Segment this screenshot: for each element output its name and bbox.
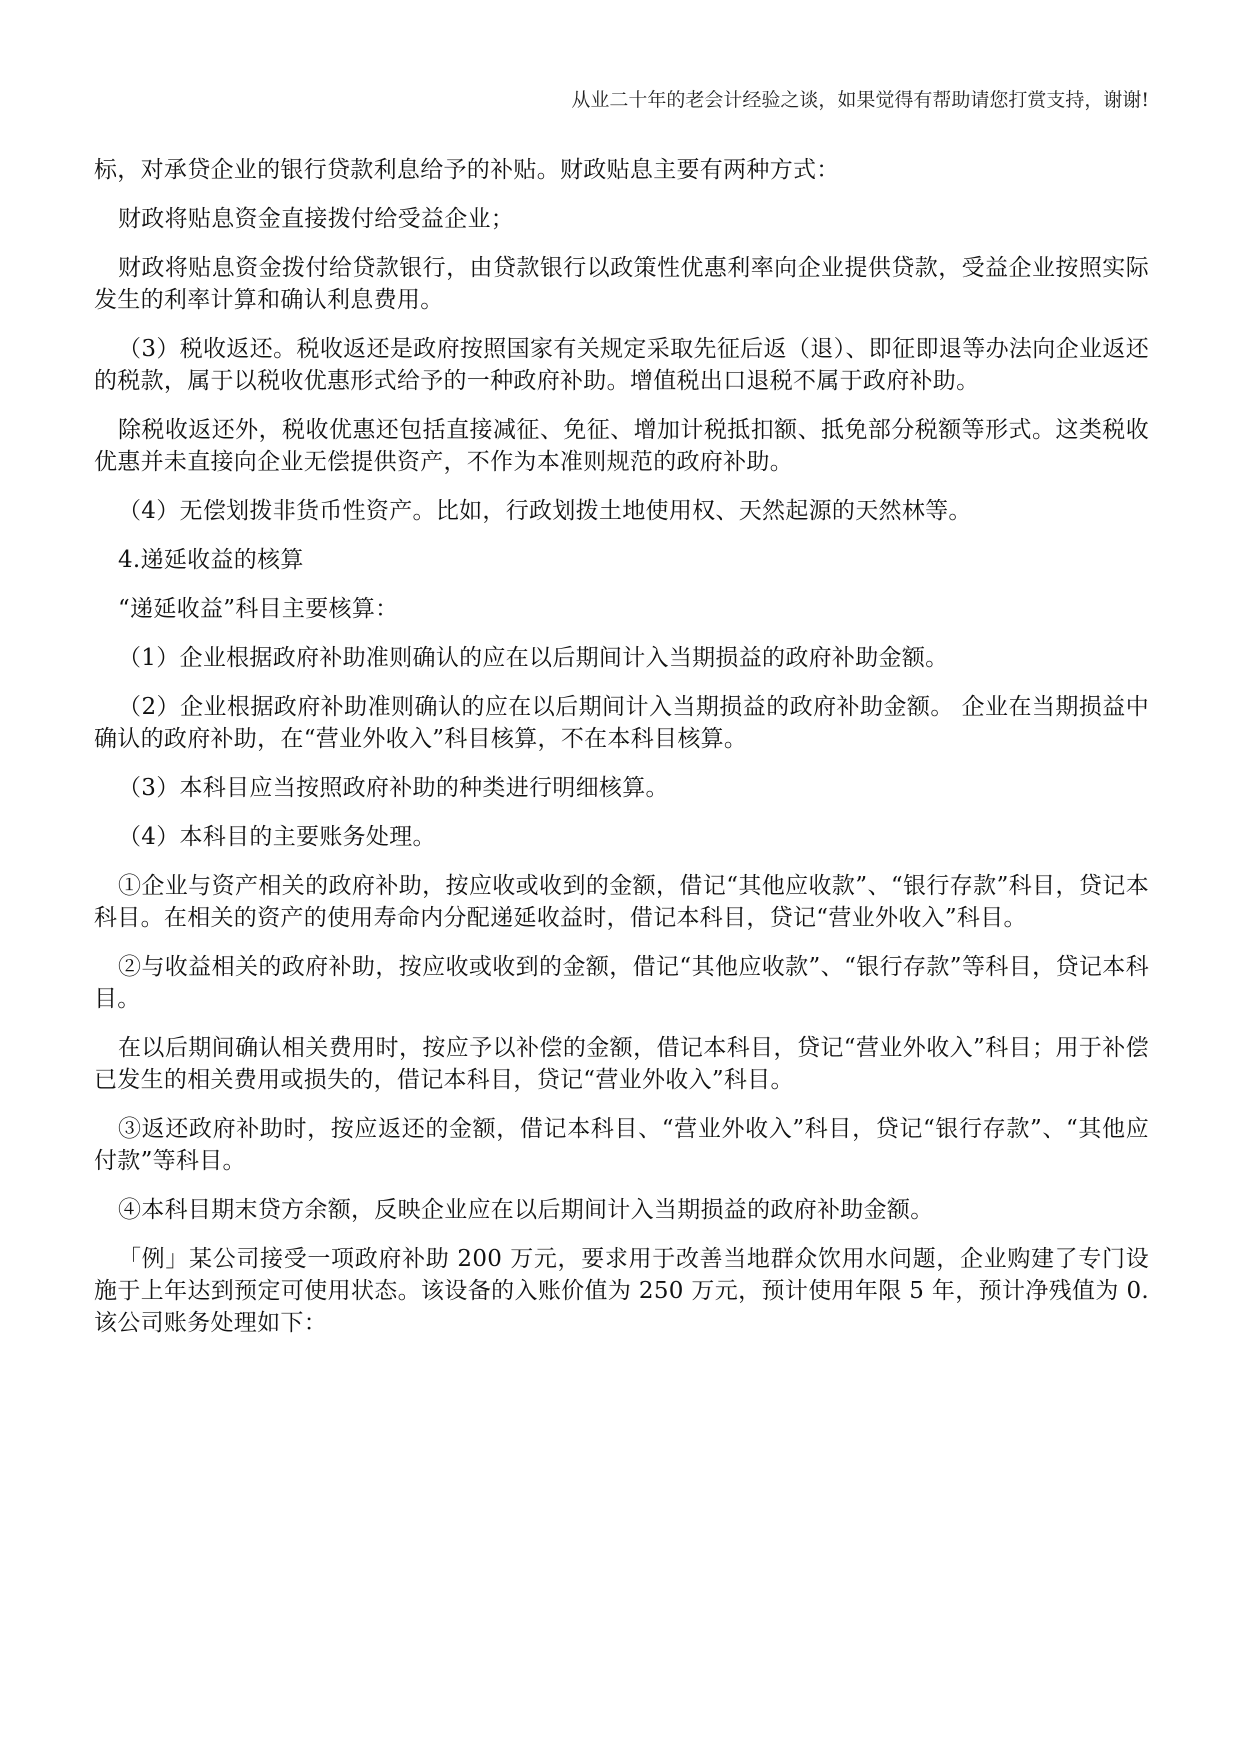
paragraph: 标，对承贷企业的银行贷款利息给予的补贴。财政贴息主要有两种方式： bbox=[94, 157, 840, 183]
paragraph: （2）企业根据政府补助准则确认的应在以后期间计入当期损益的政府补助金额。 企业在当期损益中确认的政府补助，在“营业外收入”科目核算，不在本科目核算。 bbox=[94, 694, 1149, 752]
page-header-note: 从业二十年的老会计经验之谈，如果觉得有帮助请您打赏支持，谢谢! bbox=[571, 89, 1149, 111]
paragraph: 财政将贴息资金拨付给贷款银行，由贷款银行以政策性优惠利率向企业提供贷款，受益企业按照实际发生的利率计算和确认利息费用。 bbox=[94, 255, 1149, 313]
paragraph: 财政将贴息资金直接拨付给受益企业； bbox=[118, 206, 515, 232]
paragraph: （3）本科目应当按照政府补助的种类进行明细核算。 bbox=[118, 775, 669, 801]
paragraph: （4）无偿划拨非货币性资产。比如，行政划拨土地使用权、天然起源的天然林等。 bbox=[118, 498, 972, 524]
paragraph: ③返还政府补助时，按应返还的金额，借记本科目、“营业外收入”科目，贷记“银行存款”、“其他应付款”等科目。 bbox=[94, 1116, 1149, 1174]
paragraph: 在以后期间确认相关费用时，按应予以补偿的金额，借记本科目，贷记“营业外收入”科目；用于补偿已发生的相关费用或损失的，借记本科目，贷记“营业外收入”科目。 bbox=[94, 1035, 1149, 1093]
paragraph: 除税收返还外，税收优惠还包括直接减征、免征、增加计税抵扣额、抵免部分税额等形式。这类税收优惠并未直接向企业无偿提供资产，不作为本准则规范的政府补助。 bbox=[94, 417, 1149, 475]
paragraph: （1）企业根据政府补助准则确认的应在以后期间计入当期损益的政府补助金额。 bbox=[118, 645, 949, 671]
paragraph: ①企业与资产相关的政府补助，按应收或收到的金额，借记“其他应收款”、“银行存款”科目，贷记本科目。在相关的资产的使用寿命内分配递延收益时，借记本科目，贷记“营业外收入”科目。 bbox=[94, 873, 1149, 931]
document-body bbox=[94, 154, 1149, 1356]
paragraph: ④本科目期末贷方余额，反映企业应在以后期间计入当期损益的政府补助金额。 bbox=[118, 1197, 934, 1223]
paragraph: （3）税收返还。税收返还是政府按照国家有关规定采取先征后返（退）、即征即退等办法向企业返还的税款，属于以税收优惠形式给予的一种政府补助。增值税出口退税不属于政府补助。 bbox=[94, 336, 1149, 394]
paragraph: “递延收益”科目主要核算： bbox=[118, 596, 399, 622]
section-heading: 4.递延收益的核算 bbox=[118, 547, 304, 573]
paragraph: （4）本科目的主要账务处理。 bbox=[118, 824, 436, 850]
paragraph: ②与收益相关的政府补助，按应收或收到的金额，借记“其他应收款”、“银行存款”等科目，贷记本科目。 bbox=[94, 954, 1149, 1012]
example-paragraph: 「例」某公司接受一项政府补助 200 万元，要求用于改善当地群众饮用水问题，企业购建了专门设施于上年达到预定可使用状态。该设备的入账价值为 250 万元，预计使用年限 5 年，预计净残值为 0.该公司账务处理如下： bbox=[94, 1246, 1149, 1336]
